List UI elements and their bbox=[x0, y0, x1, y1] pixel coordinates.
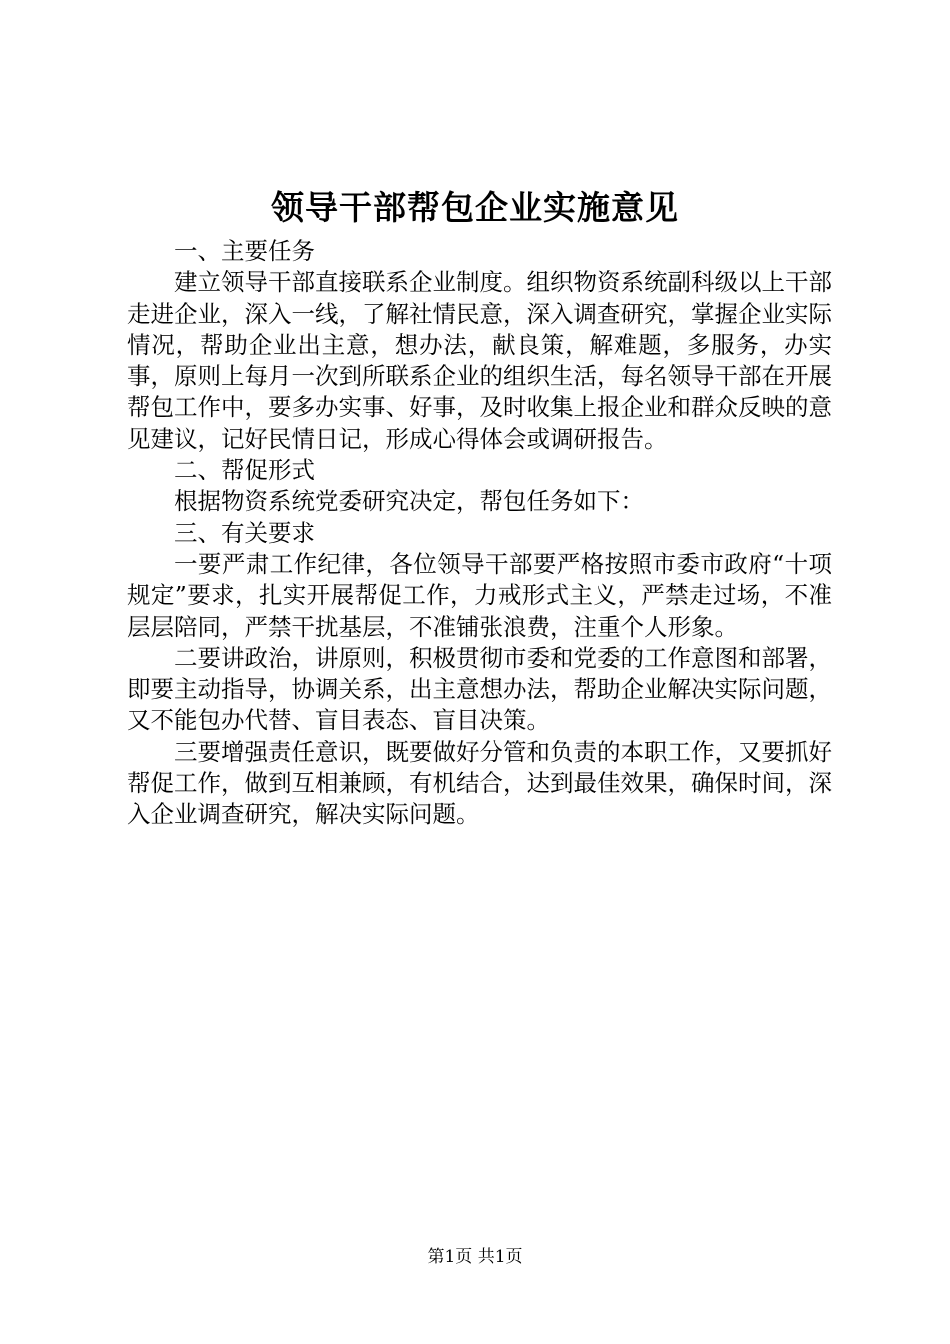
paragraph-requirement-2: 二要讲政治，讲原则，积极贯彻市委和党委的工作意图和部署，即要主动指导，协调关系，出主意想办法，帮助企业解决实际问题，又不能包办代替、盲目表态、盲目决策。 bbox=[127, 643, 832, 735]
page-footer: 第1页 共1页 bbox=[427, 1247, 523, 1267]
paragraph-requirement-1: 一要严肃工作纪律，各位领导干部要严格按照市委市政府“十项规定”要求，扎实开展帮促工作，力戒形式主义，严禁走过场，不准层层陪同，严禁干扰基层，不准铺张浪费，注重个人形象。 bbox=[127, 549, 832, 641]
section-heading-main-tasks: 一、主要任务 bbox=[174, 237, 315, 265]
document-body bbox=[127, 236, 832, 831]
paragraph-main-tasks: 建立领导干部直接联系企业制度。组织物资系统副科级以上干部走进企业，深入一线，了解社情民意，深入调查研究，掌握企业实际情况，帮助企业出主意，想办法，献良策，解难题，多服务，办实事，原则上每月一次到所联系企业的组织生活，每名领导干部在开展帮包工作中，要多办实事、好事，及时收集上报企业和群众反映的意见建议，记好民情日记，形成心得体会或调研报告。 bbox=[127, 268, 832, 453]
paragraph-requirement-3: 三要增强责任意识，既要做好分管和负责的本职工作，又要抓好帮促工作，做到互相兼顾，有机结合，达到最佳效果，确保时间，深入企业调查研究，解决实际问题。 bbox=[127, 737, 832, 829]
section-heading-requirements: 三、有关要求 bbox=[174, 518, 315, 547]
paragraph-assistance-form: 根据物资系统党委研究决定，帮包任务如下： bbox=[174, 487, 644, 516]
section-heading-assistance-form: 二、帮促形式 bbox=[174, 456, 315, 485]
document-title: 领导干部帮包企业实施意见 bbox=[271, 188, 679, 227]
